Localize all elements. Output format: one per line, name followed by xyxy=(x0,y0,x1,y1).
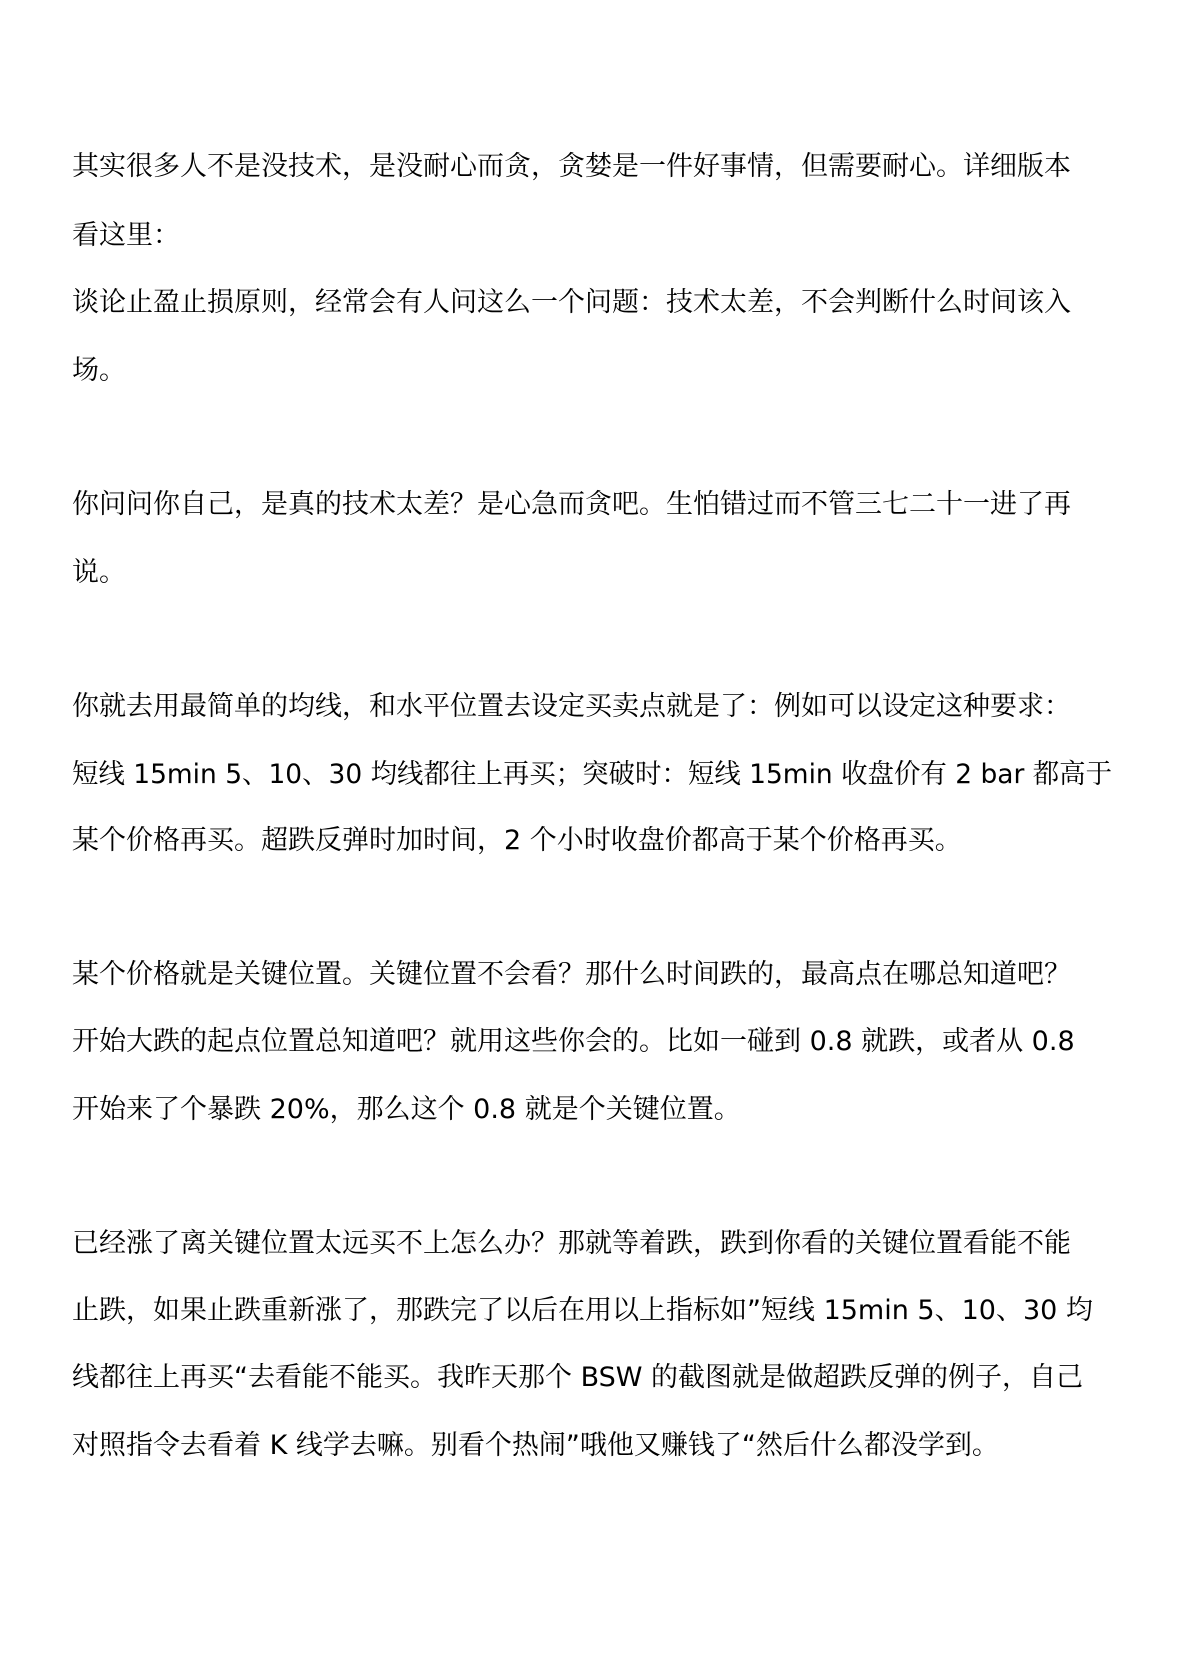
paragraph-5-line-3: 开始来了个暴跌 20%，那么这个 0.8 就是个关键位置。 xyxy=(72,1094,741,1125)
paragraph-3-line-1: 你问问你自己，是真的技术太差？是心急而贪吧。生怕错过而不管三七二十一进了再 xyxy=(72,489,1071,520)
paragraph-6-line-1: 已经涨了离关键位置太远买不上怎么办？那就等着跌，跌到你看的关键位置看能不能 xyxy=(72,1228,1071,1259)
paragraph-5-line-2: 开始大跌的起点位置总知道吧？就用这些你会的。比如一碰到 0.8 就跌，或者从 0.8 xyxy=(72,1026,1075,1057)
paragraph-5-line-1: 某个价格就是关键位置。关键位置不会看？那什么时间跌的，最高点在哪总知道吧？ xyxy=(72,959,1071,990)
paragraph-4-line-3: 某个价格再买。超跌反弹时加时间，2 个小时收盘价都高于某个价格再买。 xyxy=(72,825,962,856)
paragraph-2-line-1: 谈论止盈止损原则，经常会有人问这么一个问题：技术太差，不会判断什么时间该入 xyxy=(72,287,1071,318)
document-page xyxy=(72,0,1112,1669)
paragraph-1-line-1: 其实很多人不是没技术，是没耐心而贪，贪婪是一件好事情，但需要耐心。详细版本 xyxy=(72,151,1071,182)
paragraph-4-line-1: 你就去用最简单的均线，和水平位置去设定买卖点就是了：例如可以设定这种要求： xyxy=(72,691,1071,722)
paragraph-6-line-2: 止跌，如果止跌重新涨了，那跌完了以后在用以上指标如”短线 15min 5、10、30 均 xyxy=(72,1295,1093,1326)
paragraph-3-line-2: 说。 xyxy=(72,557,126,588)
paragraph-6-line-4: 对照指令去看着 K 线学去嘛。别看个热闹”哦他又赚钱了“然后什么都没学到。 xyxy=(72,1430,999,1461)
paragraph-2-line-2: 场。 xyxy=(72,355,126,386)
paragraph-1-line-2: 看这里： xyxy=(72,220,180,251)
paragraph-6-line-3: 线都往上再买“去看能不能买。我昨天那个 BSW 的截图就是做超跌反弹的例子，自己 xyxy=(72,1362,1084,1393)
paragraph-4-line-2: 短线 15min 5、10、30 均线都往上再买；突破时：短线 15min 收盘价有 2 bar 都高于 xyxy=(72,759,1113,790)
